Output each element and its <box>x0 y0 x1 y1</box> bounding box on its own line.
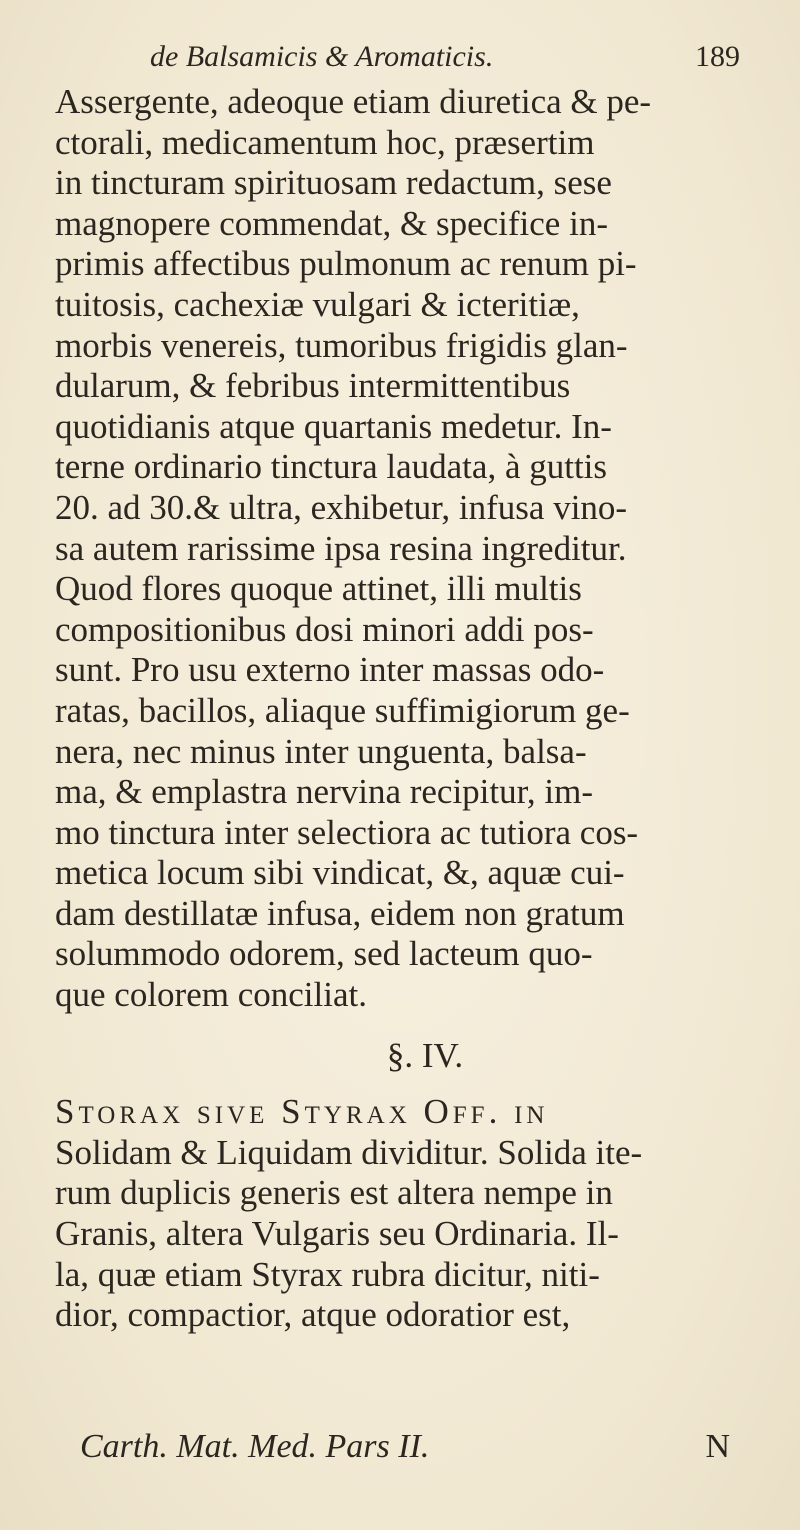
text-line: la, quæ etiam Styrax rubra dicitur, niti- <box>55 1254 600 1294</box>
page-number: 189 <box>695 40 740 73</box>
text-line: tuitosis, cachexiæ vulgari & icteritiæ, <box>55 284 580 324</box>
text-line: quotidianis atque quartanis medetur. In- <box>55 406 612 446</box>
text-line: Storax sive Styrax Off. in <box>55 1092 549 1132</box>
signature-line: Carth. Mat. Med. Pars II. <box>80 1428 430 1465</box>
text-line: ma, & emplastra nervina recipitur, im- <box>55 772 593 812</box>
text-line: sunt. Pro usu externo inter massas odo- <box>55 650 605 690</box>
text-line: terne ordinario tinctura laudata, à guttis <box>55 447 608 487</box>
text-line: dam destillatæ infusa, eidem non gratum <box>55 893 625 933</box>
text-line: morbis venereis, tumoribus frigidis glan- <box>55 325 628 365</box>
text-line: dior, compactior, atque odoratior est, <box>55 1295 571 1335</box>
text-line: primis affectibus pulmonum ac renum pi- <box>55 244 637 284</box>
page-footer <box>60 1428 760 1466</box>
text-line: nera, nec minus inter unguenta, balsa- <box>55 731 587 771</box>
catchword: N <box>705 1428 730 1465</box>
text-line: in tincturam spirituosam redactum, sese <box>55 163 612 203</box>
text-line: ctorali, medicamentum hoc, præsertim <box>55 122 595 162</box>
running-title: de Balsamicis & Aromaticis. <box>150 40 494 73</box>
text-line: solummodo odorem, sed lacteum quo- <box>55 934 593 974</box>
text-line: Solidam & Liquidam dividitur. Solida ite- <box>55 1132 643 1172</box>
text-line: mo tinctura inter selectiora ac tutiora cos- <box>55 812 639 852</box>
text-line: magnopere commendat, & specifice in- <box>55 203 608 243</box>
text-line: 20. ad 30.& ultra, exhibetur, infusa vino- <box>55 487 628 527</box>
text-line: ratas, bacillos, aliaque suffimigiorum ge- <box>55 690 630 730</box>
text-line: sa autem rarissime ipsa resina ingreditur. <box>55 528 627 568</box>
text-line: rum duplicis generis est altera nempe in <box>55 1173 613 1213</box>
text-line: que colorem conciliat. <box>55 975 367 1015</box>
text-line: Granis, altera Vulgaris seu Ordinaria. Il- <box>55 1214 619 1254</box>
text-line: dularum, & febribus intermittentibus <box>55 366 571 406</box>
text-line: Quod flores quoque attinet, illi multis <box>55 569 582 609</box>
section-heading: §. IV. <box>386 1035 464 1075</box>
text-line: metica locum sibi vindicat, &, aquæ cui- <box>55 853 625 893</box>
text-line: Assergente, adeoque etiam diuretica & pe- <box>55 82 652 121</box>
text-line: compositionibus dosi minori addi pos- <box>55 609 594 649</box>
main-text <box>55 82 775 1336</box>
